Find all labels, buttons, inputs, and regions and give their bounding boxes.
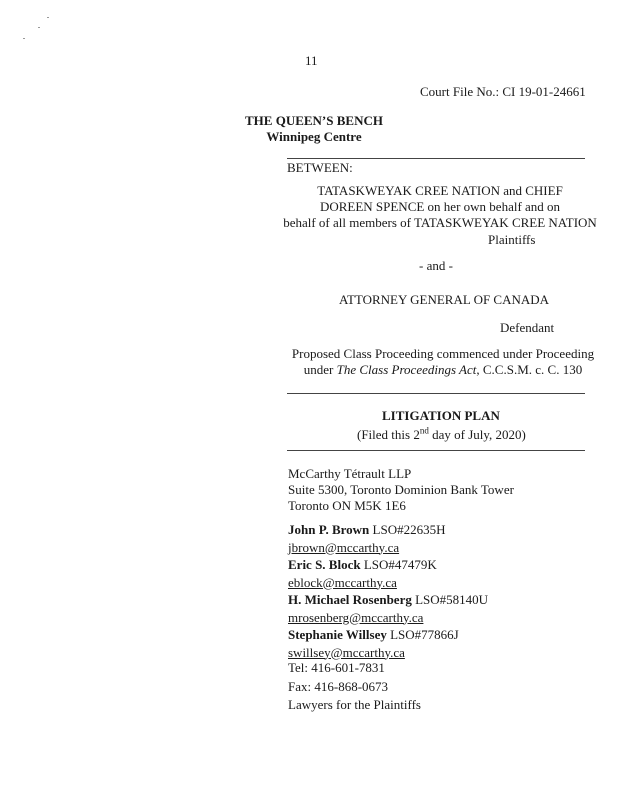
firm-address-2: Toronto ON M5K 1E6 <box>288 498 406 513</box>
lawyer-lso: LSO#22635H <box>369 522 446 537</box>
lawyer-email-link[interactable]: eblock@mccarthy.ca <box>288 574 397 590</box>
defendant-name: ATTORNEY GENERAL OF CANADA <box>339 292 550 307</box>
divider-top <box>287 158 585 159</box>
contact-block <box>288 659 421 715</box>
proceeding-line-1: Proposed Class Proceeding commenced under Proceeding <box>291 346 595 361</box>
lawyer-name: John P. Brown <box>288 522 370 537</box>
lawyer-lso: LSO#58140U <box>411 592 489 607</box>
scan-speck <box>23 38 25 39</box>
firm-address-1: Suite 5300, Toronto Dominion Bank Tower <box>288 482 514 497</box>
lawyer-1 <box>288 521 488 539</box>
scan-speck <box>47 17 49 18</box>
firm-name: McCarthy Tétrault LLP <box>288 466 412 481</box>
lawyer-lso: LSO#77866J <box>386 627 459 642</box>
plaintiffs-line-3: behalf of all members of TATASKWEYAK CREE NATION <box>283 215 597 230</box>
lawyer-2 <box>288 556 488 574</box>
counsel-role: Lawyers for the Plaintiffs <box>288 697 421 712</box>
lawyer-name: H. Michael Rosenberg <box>288 592 412 607</box>
plaintiffs-block <box>270 183 610 231</box>
between-label: BETWEEN: <box>287 160 353 175</box>
defendant-role: Defendant <box>500 320 555 335</box>
lawyer-email-link[interactable]: swillsey@mccarthy.ca <box>288 644 405 660</box>
lawyers-list <box>288 521 488 661</box>
lawyer-name: Eric S. Block <box>288 557 361 572</box>
act-name: The Class Proceedings Act <box>336 362 477 377</box>
proceeding-description <box>283 346 603 378</box>
lawyer-email-link[interactable]: jbrown@mccarthy.ca <box>288 539 400 555</box>
lawyer-3 <box>288 591 488 609</box>
lawyer-name: Stephanie Willsey <box>288 627 387 642</box>
filed-date: (Filed this 2nd day of July, 2020) <box>357 425 526 442</box>
fax: Fax: 416-868-0673 <box>288 678 389 694</box>
telephone: Tel: 416-601-7831 <box>288 660 385 675</box>
and-label: - and - <box>419 258 453 273</box>
divider-middle <box>287 393 585 394</box>
lawyer-email-link[interactable]: mrosenberg@mccarthy.ca <box>288 609 424 625</box>
court-file-number: Court File No.: CI 19-01-24661 <box>420 84 586 99</box>
lawyer-4 <box>288 626 488 644</box>
proceeding-line-2: under The Class Proceedings Act, C.C.S.M. c. C. 130 <box>303 362 583 377</box>
court-name: THE QUEEN’S BENCH <box>245 113 383 128</box>
lawyer-lso: LSO#47479K <box>360 557 437 572</box>
plaintiffs-role: Plaintiffs <box>488 232 536 247</box>
plaintiffs-line-2: DOREEN SPENCE on her own behalf and on <box>319 199 561 214</box>
divider-bottom <box>287 450 585 451</box>
document-title: LITIGATION PLAN <box>382 408 500 423</box>
page-number: 11 <box>305 53 318 68</box>
firm-block <box>288 466 514 514</box>
court-centre: Winnipeg Centre <box>266 129 362 144</box>
plaintiffs-line-1: TATASKWEYAK CREE NATION and CHIEF <box>317 183 563 198</box>
scan-speck <box>38 27 40 28</box>
